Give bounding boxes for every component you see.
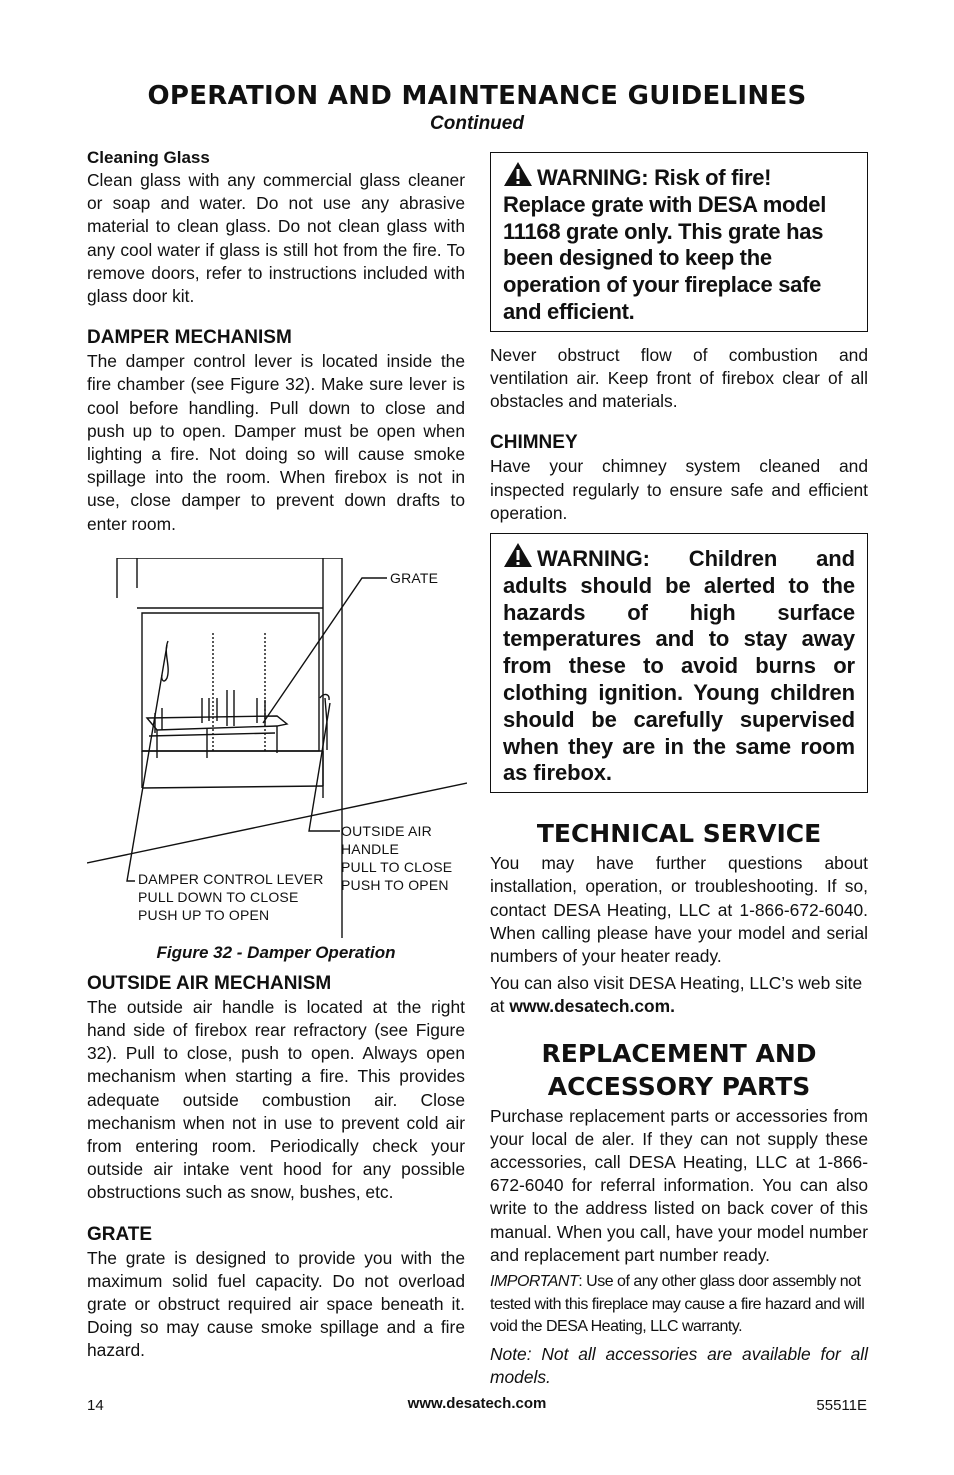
page-header — [0, 80, 954, 136]
never-obstruct-text: Never obstruct flow of combustion and ventilation air. Keep front of firebox clear of all obstacles and materials. — [490, 344, 868, 412]
page-number: 14 — [87, 1397, 104, 1414]
outside-air-text: The outside air handle is located at the right hand side of firebox rear refractory (see Figure 32). Pull to close, push to open. Always open mechanism when starting a fire. This provides adequate outside combustion air. Close mechanism when not in use to prevent cold air from entering room. Periodically check your outside air intake vent hood for any possible obstructions such as snow, bushes, etc. — [87, 996, 465, 1203]
technical-service-title: TECHNICAL SERVICE — [536, 819, 822, 849]
page-title: OPERATION AND MAINTENANCE GUIDELINES — [147, 81, 807, 111]
technical-service-text: You may have further questions about installation, operation, or troubleshooting. If so, contact DESA Heating, LLC at 1-866-672-6040. When calling please have your model and serial numbers of your heater ready. — [490, 853, 868, 966]
replacement-title-line2: ACCESSORY PARTS — [547, 1071, 811, 1101]
cleaning-glass-text: Clean glass with any commercial glass cleaner or soap and water. Do not use any abrasive material to clean glass. Do not clean glass with any cool water if glass is still hot from the fire. To remove doors, refer to instructions included with glass door kit. — [87, 170, 465, 307]
cleaning-glass-heading: Cleaning Glass — [87, 148, 210, 167]
page-footer — [87, 1395, 867, 1417]
damper-label-1: DAMPER CONTROL LEVER — [138, 870, 324, 887]
warning-grate-text: WARNING: Risk of fire! Replace grate with DESA model 11168 grate only. This grate has been designed to keep the operation of your fireplace safe and efficient. — [503, 165, 827, 324]
damper-label-3: PUSH UP TO OPEN — [138, 906, 270, 923]
accessories-note: Note: Not all accessories are available for all models. — [490, 1343, 868, 1387]
outside-air-label-3: PULL TO CLOSE — [341, 858, 453, 875]
warning-icon — [503, 542, 533, 568]
page-subtitle: Continued — [430, 113, 524, 134]
outside-air-heading: OUTSIDE AIR MECHANISM — [87, 972, 332, 994]
right-column — [490, 152, 868, 1389]
warning-box-children — [490, 533, 868, 793]
footer-url[interactable]: www.desatech.com — [407, 1395, 547, 1412]
damper-figure — [87, 558, 467, 938]
outside-air-label-2: HANDLE — [341, 840, 399, 857]
grate-label: GRATE — [390, 569, 439, 586]
outside-air-label-1: OUTSIDE AIR — [341, 822, 432, 839]
website-link[interactable]: www.desatech.com. — [509, 996, 675, 1017]
damper-heading: DAMPER MECHANISM — [87, 327, 292, 349]
grate-heading: GRATE — [87, 1223, 153, 1245]
important-text: : Use of any other glass door assembly not tested with this fireplace may cause a fire hazard and will void the DESA Heating, LLC warranty. — [490, 1273, 865, 1336]
figure-caption: Figure 32 - Damper Operation — [156, 942, 396, 962]
replacement-text: Purchase replacement parts or accessories from your local de aler. If they can not supply these accessories, call DESA Heating, LLC at 1-866-672-6040 for referral information. You can also write to the address listed on back cover of this manual. When you call, have your model number and replacement part number ready. — [490, 1105, 868, 1265]
chimney-text: Have your chimney system cleaned and inspected regularly to ensure safe and efficient operation. — [490, 456, 868, 523]
grate-text: The grate is designed to provide you with the maximum solid fuel capacity. Do not overload grate or obstruct required air space beneath it. Doing so may cause smoke spillage and a fire hazard. — [87, 1247, 465, 1361]
important-label: IMPORTANT — [490, 1273, 579, 1291]
chimney-heading: CHIMNEY — [490, 432, 578, 454]
damper-label-2: PULL DOWN TO CLOSE — [138, 888, 299, 905]
replacement-title-line1: REPLACEMENT AND — [541, 1038, 817, 1068]
warning-icon — [503, 161, 533, 187]
important-note — [490, 1271, 868, 1339]
left-column — [87, 147, 465, 1363]
warning-children-text: WARNING: Children and adults should be alerted to the hazards of high surface temperatures and to stay away from these to avoid burns or clothing ignition. Young children should be carefully supervised when they are in the same room as firebox. — [503, 546, 855, 786]
outside-air-label-4: PUSH TO OPEN — [341, 876, 449, 893]
damper-text: The damper control lever is located inside the fire chamber (see Figure 32). Make sure lever is cool before handling. Pull down to close and push up to open. Damper must be open when lighting a fire. Not doing so will cause smoke spillage into the room. When firebox is not in use, close damper to prevent down drafts to enter room. — [87, 351, 465, 534]
website-prefix: You can also visit DESA Heating, LLC’s web site at — [490, 973, 863, 1017]
document-code: 55511E — [816, 1397, 867, 1414]
warning-box-grate — [490, 152, 868, 332]
